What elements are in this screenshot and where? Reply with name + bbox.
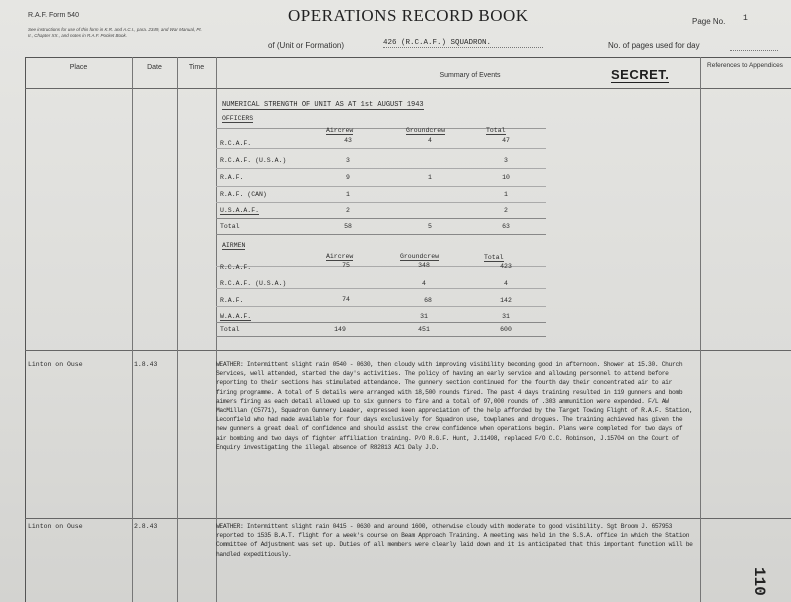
officers-total-cell: 2 — [504, 207, 508, 214]
airmen-groundcrew-cell: 4 — [422, 280, 426, 287]
airmen-row-label: R.C.A.F. — [220, 264, 252, 271]
entry-place: Linton on Ouse — [28, 523, 83, 530]
entry-divider — [25, 518, 791, 519]
strength-title: NUMERICAL STRENGTH OF UNIT AS AT 1st AUGUST 1943 — [222, 101, 424, 109]
column-rule — [216, 57, 217, 602]
pages-used-label: No. of pages used for day — [608, 41, 700, 50]
entry-date: 2.8.43 — [134, 523, 158, 530]
unit-value: 426 (R.C.A.F.) SQUADRON. — [383, 39, 543, 48]
airmen-groundcrew-cell: 31 — [420, 313, 428, 320]
officers-groundcrew-cell: 4 — [428, 137, 432, 144]
page-number-value: 1 — [743, 14, 748, 23]
airmen-aircrew-header: Aircrew — [326, 253, 354, 260]
table-rule — [216, 288, 546, 289]
officers-total-label: Total — [220, 223, 240, 230]
officers-row-label: R.A.F. (CAN) — [220, 191, 267, 198]
column-header-date: Date — [147, 64, 162, 71]
table-rule — [216, 218, 546, 219]
column-header-summary: Summary of Events — [439, 72, 501, 79]
column-rule — [132, 57, 133, 602]
column-rule — [177, 57, 178, 602]
officers-row-label: R.C.A.F. (U.S.A.) — [220, 157, 287, 164]
column-header-place: Place — [69, 64, 88, 71]
table-rule — [216, 322, 546, 323]
airmen-total-header: Total — [484, 254, 504, 261]
airmen-row-label: W.A.A.F. — [220, 313, 252, 320]
airmen-total-cell: 4 — [504, 280, 508, 287]
airmen-groundcrew-cell: 348 — [418, 262, 430, 269]
archive-page-stamp: 110 — [750, 567, 768, 596]
table-rule — [216, 306, 546, 307]
officers-total-cell: 10 — [502, 174, 510, 181]
page-number-label: Page No. — [692, 17, 726, 26]
airmen-grand-total: 600 — [500, 326, 512, 333]
column-header-references: References to Appendices — [707, 62, 783, 69]
column-rule — [700, 57, 701, 602]
entry-summary: WEATHER: Intermittent slight rain 0540 - 0630, then cloudy with improving visibility becoming good in afternoon. Shower at 15.30. Church Services, well attended, started the day's activities. The policy of having an early service and allowing personnel to attend before reporting to their sections has stimulated attendance. The gunnery section continued for the fourth day their concentrated air to air firing programme. A total of 5 details were arranged with 18,500 rounds fired. The past 4 days training resulted in 119 gunners and bomb aimers firing as each detail allowed up to six gunners to fire and a total of 97,000 rounds of .303 ammunition were expended. F/L AW MacMillan (C5771), Squadron Gunnery Leader, expressed keen appreciation of the help afforded by the Target Towing Flight of R.A.F. Station, Leconfield who had made available for four days exclusively for Squadron use, towplanes and drogues. The training achieved has given the new gunners a great deal of confidence and should assist the crew confidence when operations begin. Plans were completed for two days of air bombing and two days of fighter affiliation training. P/O R.G.F. Hunt, J.11498, replaced F/O C.C. Robinson, J.15704 on the Court of Enquiry investigating the illegal absence of R82813 AC1 Daly J.D. — [216, 361, 693, 451]
airmen-aircrew-cell: 75 — [342, 262, 350, 269]
officers-aircrew-cell: 9 — [346, 174, 350, 181]
airmen-aircrew-total: 149 — [334, 326, 346, 333]
airmen-groundcrew-total: 451 — [418, 326, 430, 333]
airmen-groundcrew-cell: 68 — [424, 297, 432, 304]
airmen-total-label: Total — [220, 326, 240, 333]
officers-total-cell: 1 — [504, 191, 508, 198]
officers-grand-total: 63 — [502, 223, 510, 230]
table-rule — [216, 148, 546, 149]
entry-place: Linton on Ouse — [28, 361, 83, 368]
officers-total-cell: 3 — [504, 157, 508, 164]
airmen-row-label: R.C.A.F. (U.S.A.) — [220, 280, 287, 287]
officers-total-header: Total — [486, 127, 506, 134]
pages-used-line — [730, 50, 778, 51]
officers-aircrew-total: 58 — [344, 223, 352, 230]
airmen-groundcrew-header: Groundcrew — [400, 253, 440, 260]
airmen-aircrew-cell: 74 — [342, 296, 350, 303]
form-name: R.A.F. Form 540 — [28, 12, 79, 19]
airmen-total-cell: 423 — [500, 263, 512, 270]
unit-label: of (Unit or Formation) — [268, 41, 345, 50]
officers-groundcrew-header: Groundcrew — [406, 127, 446, 134]
table-rule — [216, 234, 546, 235]
entry-date: 1.8.43 — [134, 361, 158, 368]
officers-aircrew-header: Aircrew — [326, 127, 354, 134]
table-rule — [216, 168, 546, 169]
officers-aircrew-cell: 43 — [344, 137, 352, 144]
column-header-rule — [25, 88, 791, 89]
officers-label: OFFICERS — [222, 115, 254, 122]
officers-row-label: U.S.A.A.F. — [220, 207, 260, 214]
table-rule — [216, 186, 546, 187]
secret-marking: SECRET. — [611, 67, 670, 82]
airmen-total-cell: 142 — [500, 297, 512, 304]
officers-row-label: R.C.A.F. — [220, 140, 252, 147]
airmen-label: AIRMEN — [222, 242, 246, 249]
page-title: OPERATIONS RECORD BOOK — [288, 6, 529, 25]
airmen-row-label: R.A.F. — [220, 297, 244, 304]
officers-aircrew-cell: 2 — [346, 207, 350, 214]
table-rule — [216, 202, 546, 203]
airmen-total-cell: 31 — [502, 313, 510, 320]
entry-summary: WEATHER: Intermittent slight rain 0415 - 0630 and around 1600, otherwise cloudy with moderate to good visibility. Sgt Broom J. 657953 reported to 1535 B.A.T. flight for a week's course on Beam Approach Training. A meeting was held in the S.S.A. office in which the Station Committee of Adjustment was set up. Duties of all members were clearly laid down and it is anticipated that this important function will be handled expeditiously. — [216, 523, 693, 558]
officers-total-cell: 47 — [502, 137, 510, 144]
officers-row-label: R.A.F. — [220, 174, 244, 181]
table-rule — [216, 336, 546, 337]
officers-groundcrew-total: 5 — [428, 223, 432, 230]
officers-aircrew-cell: 3 — [346, 157, 350, 164]
column-header-time: Time — [188, 64, 205, 71]
officers-groundcrew-cell: 1 — [428, 174, 432, 181]
form-instructions: See instructions for use of this form in K.R. and A.C.I., para. 2349, and War Manual, Pt. II., Chapter XX., and notes in R.A.F. Pocket Book. — [28, 27, 202, 38]
entry-divider — [25, 350, 791, 351]
officers-aircrew-cell: 1 — [346, 191, 350, 198]
